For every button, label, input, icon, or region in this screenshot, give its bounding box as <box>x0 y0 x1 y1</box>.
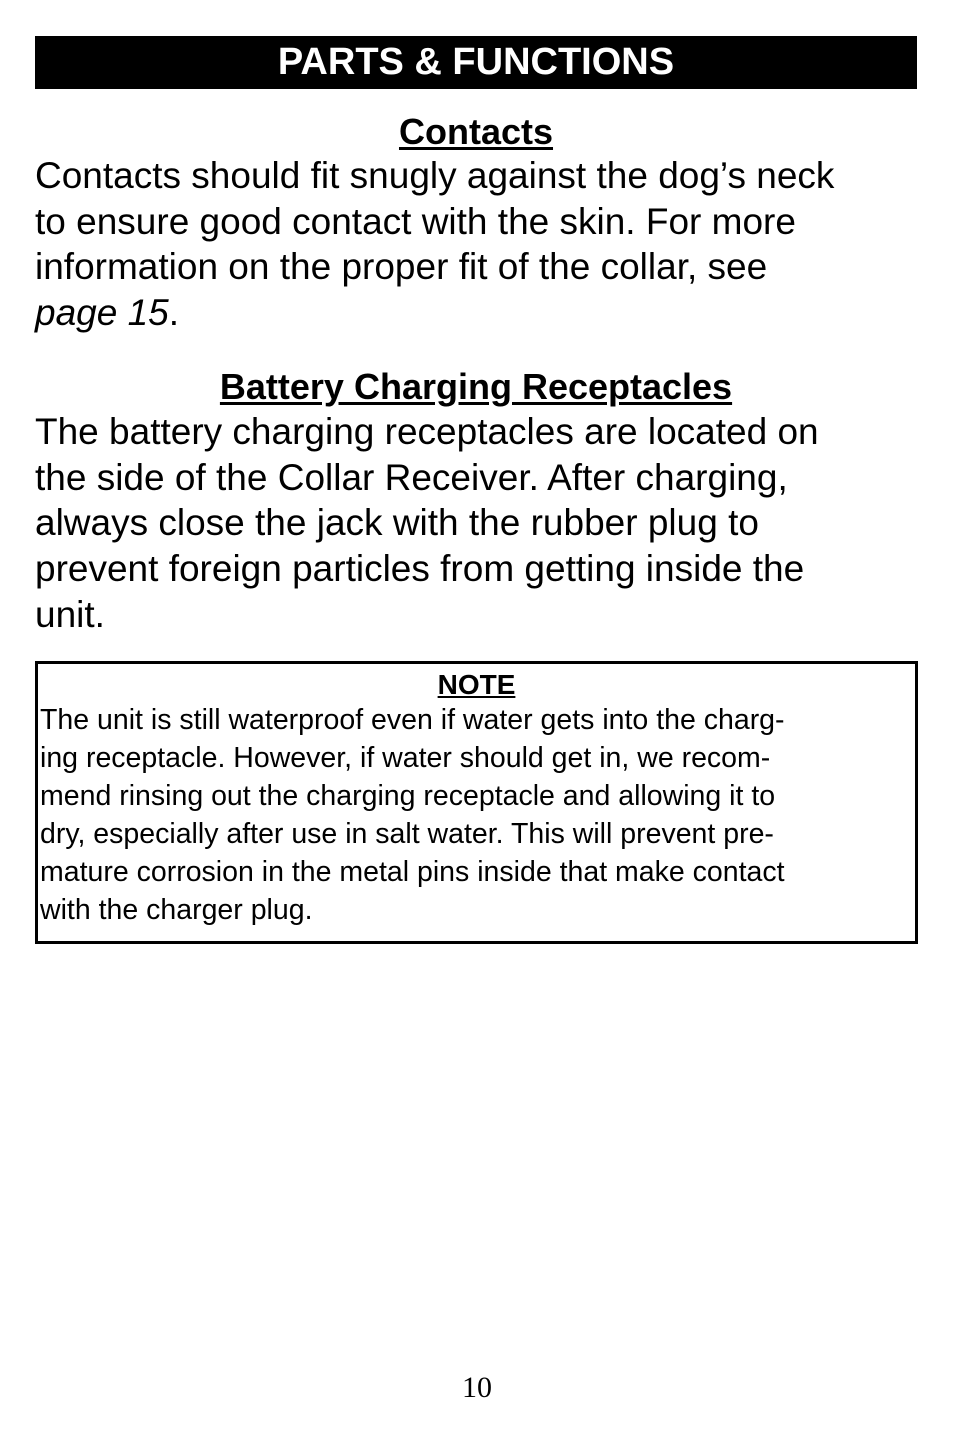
contacts-line: information on the proper fit of the collar, see <box>35 246 768 288</box>
battery-paragraph <box>35 409 917 638</box>
note-line: The unit is still waterproof even if water gets into the charg- <box>40 704 785 736</box>
battery-heading: Battery Charging Receptacles <box>219 366 733 407</box>
battery-line: always close the jack with the rubber plug to <box>35 502 759 544</box>
page-number: 10 <box>462 1371 492 1404</box>
note-line: with the charger plug. <box>40 894 313 926</box>
contacts-line: to ensure good contact with the skin. For more <box>35 200 796 242</box>
note-line: dry, especially after use in salt water. This will prevent pre- <box>40 818 774 850</box>
section-header: PARTS & FUNCTIONS <box>35 36 917 89</box>
note-title: NOTE <box>437 669 516 700</box>
battery-line: prevent foreign particles from getting inside the <box>35 548 805 590</box>
note-line: mend rinsing out the charging receptacle and allowing it to <box>40 780 776 812</box>
contacts-line <box>35 290 917 336</box>
battery-line: unit. <box>35 593 105 635</box>
note-line: ing receptacle. However, if water should get in, we recom- <box>40 742 771 774</box>
page-reference-suffix: . <box>168 292 180 334</box>
battery-line: the side of the Collar Receiver. After charging, <box>35 456 788 498</box>
note-text <box>38 701 915 929</box>
contacts-paragraph <box>35 153 917 336</box>
note-line: mature corrosion in the metal pins inside that make contact <box>40 856 785 888</box>
contacts-line: Contacts should fit snugly against the dog’s neck <box>35 155 835 196</box>
page-reference: page 15 <box>35 292 169 334</box>
contacts-heading: Contacts <box>398 111 554 152</box>
battery-line: The battery charging receptacles are located on <box>35 411 819 452</box>
note-box <box>35 661 918 944</box>
